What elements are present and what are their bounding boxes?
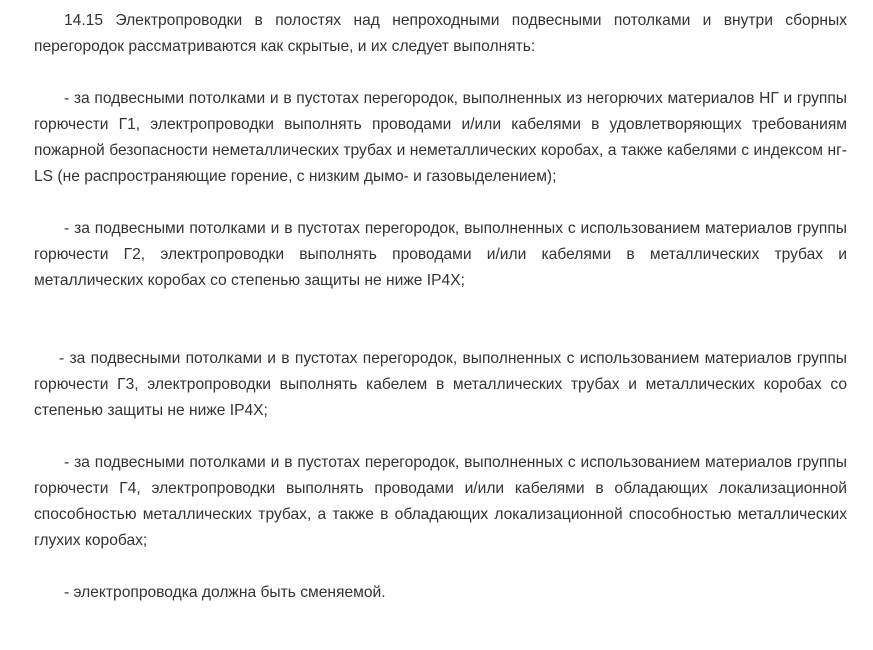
paragraph-item-ng-g1: - за подвесными потолками и в пустотах перегородок, выполненных из негорючих материалов НГ и группы горючести Г1, электропроводки выполнять проводами и/или кабелями в удовлетворяющих требованиям пожарной безопасности неметаллических трубах и неметаллических коробах, а также кабелями с индексом нг-LS (не распространяющие горение, с низким дымо- и газовыделением); (34, 90, 847, 185)
paragraph-item-g3: - за подвесными потолками и в пустотах перегородок, выполненных с использованием материалов группы горючести Г3, электропроводки выполнять кабелем в металлических трубах и металлических коробах со степенью защиты не ниже IP4X; (34, 350, 847, 419)
paragraph-item-g2: - за подвесными потолками и в пустотах перегородок, выполненных с использованием материалов группы горючести Г2, электропроводки выполнять проводами и/или кабелями в металлических трубах и металлических коробах со степенью защиты не ниже IP4X; (34, 220, 847, 289)
paragraph-item-replaceable: - электропроводка должна быть сменяемой. (64, 584, 386, 601)
document-body (34, 8, 847, 606)
paragraph-item-g4: - за подвесными потолками и в пустотах перегородок, выполненных с использованием материалов группы горючести Г4, электропроводки выполнять проводами и/или кабелями в обладающих локализационной способностью металлических трубах, а также в обладающих локализационной способностью металлических глухих коробах; (34, 454, 847, 549)
paragraph-14-15-intro: 14.15 Электропроводки в полостях над непроходными подвесными потолками и внутри сборных перегородок рассматриваются как скрытые, и их следует выполнять: (34, 12, 847, 55)
